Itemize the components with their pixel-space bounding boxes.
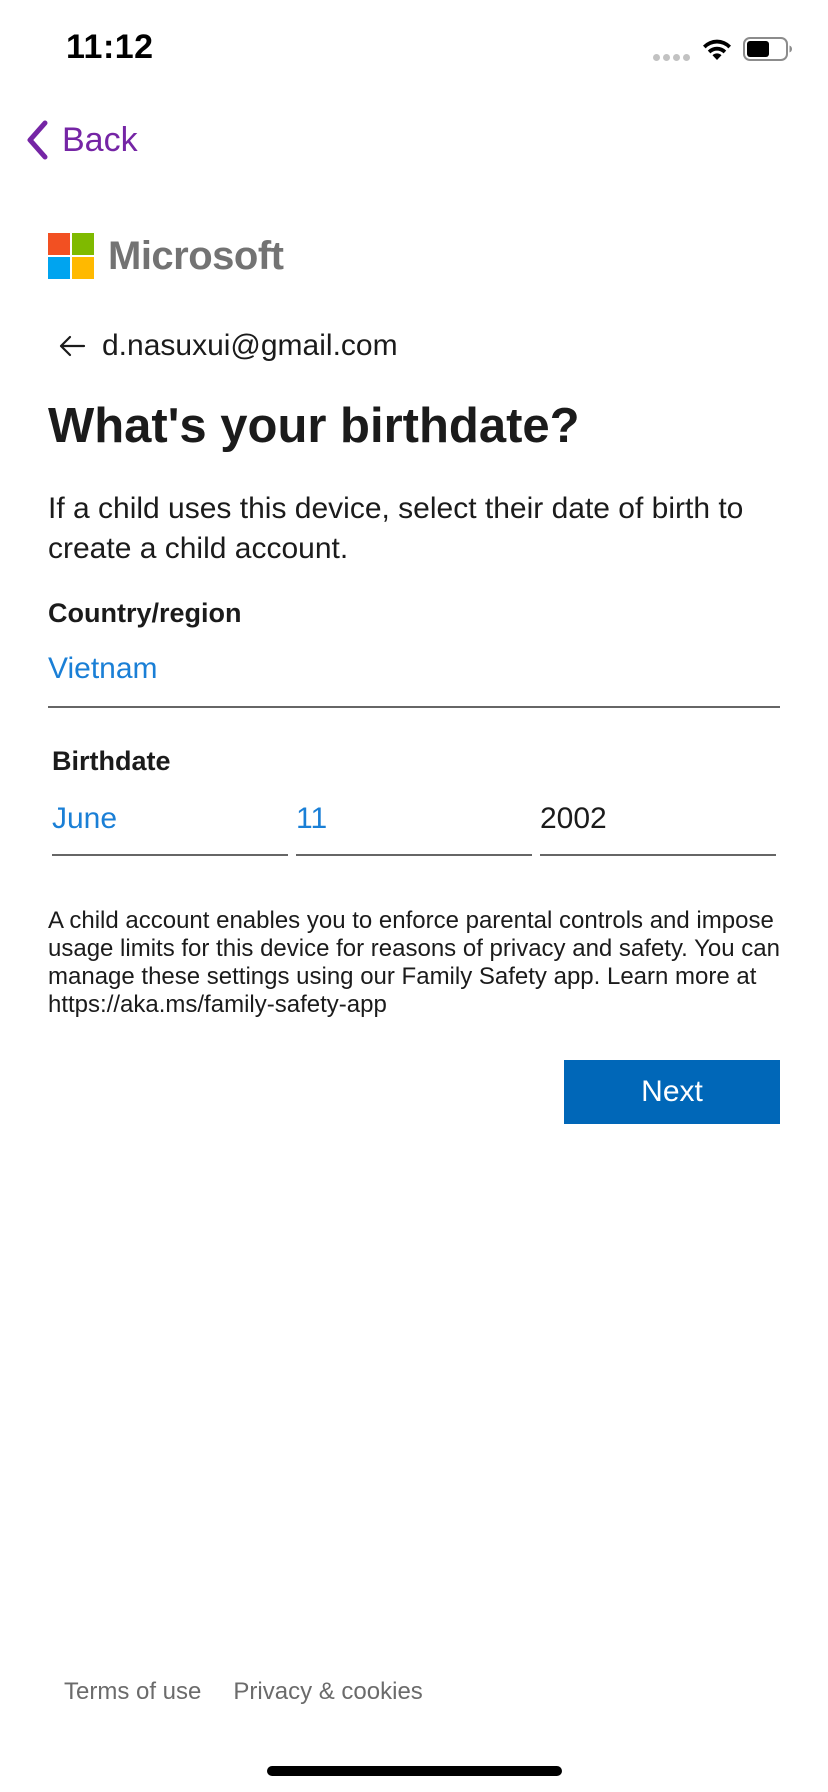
country-select[interactable] — [48, 640, 780, 708]
cellular-signal-icon — [653, 54, 691, 62]
privacy-cookies-link[interactable]: Privacy & cookies — [233, 1678, 423, 1705]
logo-square-red — [48, 233, 70, 255]
back-button[interactable] — [24, 116, 138, 164]
battery-icon — [743, 37, 793, 61]
country-value: Vietnam — [48, 652, 158, 685]
birth-year-input[interactable] — [540, 790, 776, 856]
child-account-info: A child account enables you to enforce parental controls and impose usage limits for this device for reasons of privacy and safety. You can manage these settings using our Family Safety app. Learn more at https://aka.ms/family-safety-app — [48, 907, 780, 1018]
back-label: Back — [62, 120, 138, 159]
page-description: If a child uses this device, select their date of birth to create a child account. — [48, 492, 744, 565]
terms-of-use-link[interactable]: Terms of use — [64, 1678, 202, 1705]
wifi-icon — [700, 36, 734, 62]
birth-day-value: 11 — [296, 802, 328, 835]
status-bar — [0, 0, 828, 100]
status-time: 11:12 — [66, 28, 154, 66]
chevron-left-icon — [24, 119, 50, 161]
identity-banner[interactable] — [58, 324, 398, 368]
birth-month-select[interactable] — [52, 790, 288, 856]
microsoft-logo — [48, 232, 284, 280]
arrow-left-icon — [58, 334, 86, 358]
microsoft-logo-icon — [48, 233, 94, 279]
next-button[interactable]: Next — [564, 1060, 780, 1124]
logo-square-blue — [48, 257, 70, 279]
logo-square-yellow — [72, 257, 94, 279]
birth-month-value: June — [52, 802, 118, 835]
page-title: What's your birthdate? — [48, 399, 580, 453]
country-label: Country/region — [48, 598, 242, 628]
logo-wordmark: Microsoft — [108, 233, 284, 278]
identity-email: d.nasuxui@gmail.com — [102, 329, 398, 362]
home-indicator — [267, 1766, 562, 1776]
footer — [64, 1678, 423, 1706]
birth-year-value: 2002 — [540, 802, 607, 835]
logo-square-green — [72, 233, 94, 255]
birth-day-select[interactable] — [296, 790, 532, 856]
birthdate-label: Birthdate — [52, 746, 171, 776]
